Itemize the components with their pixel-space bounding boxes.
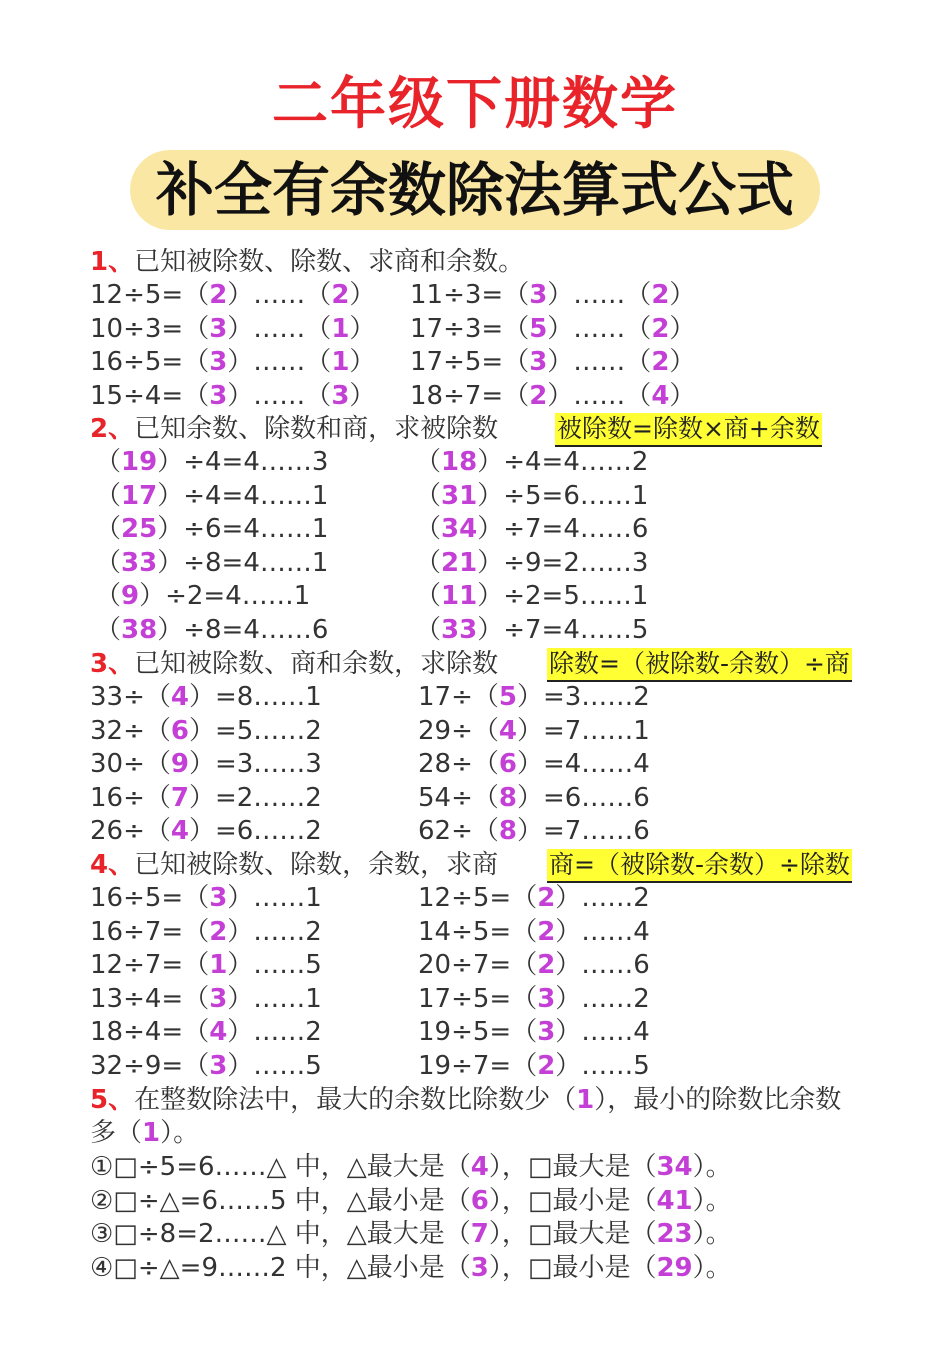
problem-text: ①□÷5=6……△ 中，△最大是（ — [90, 1152, 471, 1182]
problem-row — [410, 379, 695, 413]
problem-row — [415, 445, 648, 479]
problem-text: 62÷（ — [418, 816, 499, 847]
problem-text: （ — [415, 480, 442, 511]
section-title: 已知被除数、除数、求商和余数。 — [134, 247, 525, 277]
problem-text: 20÷7=（ — [418, 950, 538, 981]
section-text — [90, 1116, 199, 1150]
problem-text: ）=5……2 — [188, 715, 322, 746]
problem-row — [90, 278, 375, 312]
problem-row — [90, 312, 375, 346]
answer-value: 3 — [537, 983, 556, 1014]
subtitle-banner — [0, 150, 950, 230]
problem-text: （ — [415, 581, 442, 612]
answer-value: 4 — [170, 816, 189, 847]
answer-value: 3 — [331, 380, 350, 411]
problem-text: 33÷（ — [90, 682, 171, 712]
problem-text: （ — [415, 514, 442, 545]
problem-text: 在整数除法中，最大的余数比除数少（ — [134, 1085, 577, 1115]
problem-text: ③□÷8=2……△ 中，△最大是（ — [90, 1219, 471, 1250]
answer-value: 7 — [170, 782, 189, 813]
answer-value: 33 — [121, 547, 158, 578]
problem-row — [415, 613, 648, 647]
answer-value: 2 — [209, 280, 228, 310]
answer-value: 2 — [537, 916, 556, 947]
problem-text: 28÷（ — [418, 749, 499, 780]
problem-row — [90, 881, 322, 915]
problem-row — [90, 781, 322, 815]
problem-text: 16÷7=（ — [90, 916, 210, 947]
answer-value: 7 — [470, 1219, 489, 1250]
problem-row — [418, 982, 650, 1016]
problem-row — [415, 579, 648, 613]
answer-value: 1 — [142, 1118, 161, 1148]
problem-text: 14÷5=（ — [418, 916, 538, 947]
problem-text: 12÷5=（ — [418, 883, 538, 913]
answer-value: 3 — [209, 1051, 228, 1081]
answer-value: 2 — [537, 1051, 556, 1081]
problem-text: ）……（ — [227, 347, 332, 378]
problem-text: ）÷8=4……6 — [157, 615, 329, 645]
answer-value: 1 — [576, 1085, 595, 1115]
problem-text: ）……5 — [227, 1051, 322, 1081]
answer-value: 18 — [441, 447, 478, 477]
problem-text: 10÷3=（ — [90, 313, 210, 344]
problem-text: ） — [349, 380, 376, 411]
problem-text: ②□÷△=6……5 中，△最小是（ — [90, 1185, 471, 1216]
problem-text: ）=7……6 — [516, 816, 650, 847]
problem-text: ）÷6=4……1 — [157, 514, 329, 545]
problem-text: 17÷5=（ — [410, 347, 530, 378]
answer-value: 34 — [441, 514, 478, 545]
problem-text: （ — [95, 581, 122, 612]
answer-value: 5 — [498, 682, 517, 712]
problem-text: ）=6……2 — [188, 816, 322, 847]
problem-row — [415, 546, 648, 580]
answer-value: 1 — [331, 347, 350, 378]
problem-text: ）……（ — [547, 280, 652, 310]
problem-text: （ — [95, 615, 122, 645]
problem-text: 32÷9=（ — [90, 1051, 210, 1081]
problem-text: ）……（ — [227, 380, 332, 411]
problem-text: ）。 — [692, 1252, 732, 1283]
answer-value: 1 — [331, 313, 350, 344]
problem-row — [95, 512, 328, 546]
problem-row — [90, 747, 322, 781]
answer-value: 2 — [209, 916, 228, 947]
section-heading — [90, 1083, 841, 1117]
problem-text: ）=8……1 — [188, 682, 322, 712]
problem-text: 16÷5=（ — [90, 347, 210, 378]
problem-row — [90, 1217, 732, 1251]
answer-value: 4 — [498, 715, 517, 746]
page-title: 二年级下册数学 — [272, 72, 678, 137]
problem-text: 16÷（ — [90, 782, 171, 813]
problem-text: ）÷4=4……2 — [477, 447, 649, 477]
answer-value: 23 — [656, 1219, 693, 1250]
formula-highlight: 被除数=除数×商+余数 — [555, 413, 822, 447]
problem-row — [418, 781, 650, 815]
problem-text: 26÷（ — [90, 816, 171, 847]
problem-text: ）÷8=4……1 — [157, 547, 329, 578]
problem-text: ）……2 — [227, 916, 322, 947]
problem-text: ）÷4=4……3 — [157, 447, 329, 477]
problem-row — [415, 512, 648, 546]
problem-row — [90, 1049, 322, 1083]
answer-value: 2 — [651, 347, 670, 378]
problem-text: 17÷3=（ — [410, 313, 530, 344]
answer-value: 34 — [656, 1152, 693, 1182]
problem-text: 18÷7=（ — [410, 380, 530, 411]
answer-value: 25 — [121, 514, 158, 545]
problem-row — [90, 1150, 732, 1184]
answer-value: 4 — [209, 1017, 228, 1048]
problem-row — [410, 345, 695, 379]
problem-text: ），□最大是（ — [488, 1219, 657, 1250]
problem-row — [418, 680, 650, 714]
problem-text: ）……4 — [555, 916, 650, 947]
problem-text: 16÷5=（ — [90, 883, 210, 913]
answer-value: 1 — [209, 950, 228, 981]
answer-value: 11 — [441, 581, 478, 612]
problem-row — [90, 1184, 732, 1218]
problem-text: ）……6 — [555, 950, 650, 981]
problem-row — [90, 1251, 732, 1285]
problem-text: ）。 — [692, 1185, 732, 1216]
problem-row — [90, 814, 322, 848]
problem-text: ）……2 — [555, 883, 650, 913]
answer-value: 19 — [121, 447, 158, 477]
problem-row — [418, 1015, 650, 1049]
answer-value: 21 — [441, 547, 478, 578]
problem-text: ），最小的除数比余数 — [594, 1085, 842, 1115]
problem-text: ）=3……2 — [516, 682, 650, 712]
problem-row — [410, 312, 695, 346]
answer-value: 3 — [529, 347, 548, 378]
problem-text: ），□最小是（ — [488, 1252, 657, 1283]
problem-text: ）÷4=4……1 — [157, 480, 329, 511]
problem-text: 32÷（ — [90, 715, 171, 746]
answer-value: 3 — [209, 983, 228, 1014]
problem-text: 29÷（ — [418, 715, 499, 746]
answer-value: 31 — [441, 480, 478, 511]
section-heading — [90, 647, 498, 681]
answer-value: 29 — [656, 1252, 693, 1283]
formula-highlight: 除数=（被除数-余数）÷商 — [547, 648, 852, 682]
problem-row — [418, 948, 650, 982]
problem-text: 12÷5=（ — [90, 280, 210, 310]
problem-text: ）……（ — [547, 347, 652, 378]
section-number: 1、 — [90, 247, 135, 277]
problem-text: ）。 — [160, 1118, 200, 1148]
problem-text: （ — [95, 447, 122, 477]
problem-text: （ — [95, 547, 122, 578]
answer-value: 41 — [656, 1185, 693, 1216]
problem-text: ） — [669, 280, 696, 310]
problem-text: 19÷5=（ — [418, 1017, 538, 1048]
problem-row — [90, 915, 322, 949]
problem-row — [418, 814, 650, 848]
answer-value: 2 — [651, 313, 670, 344]
problem-text: 17÷5=（ — [418, 983, 538, 1014]
problem-text: ）……（ — [227, 313, 332, 344]
problem-row — [90, 1015, 322, 1049]
problem-text: （ — [415, 547, 442, 578]
problem-text: ）=6……6 — [516, 782, 650, 813]
problem-text: ）……1 — [227, 983, 322, 1014]
problem-text: ） — [669, 313, 696, 344]
problem-text: 17÷（ — [418, 682, 499, 712]
problem-text: ）=7……1 — [516, 715, 650, 746]
problem-text: ）。 — [692, 1152, 732, 1182]
answer-value: 6 — [170, 715, 189, 746]
answer-value: 33 — [441, 615, 478, 645]
answer-value: 2 — [529, 380, 548, 411]
problem-text: （ — [95, 514, 122, 545]
answer-value: 3 — [529, 280, 548, 310]
problem-text: （ — [415, 447, 442, 477]
problem-row — [90, 982, 322, 1016]
answer-value: 6 — [498, 749, 517, 780]
answer-value: 3 — [209, 347, 228, 378]
answer-value: 8 — [498, 782, 517, 813]
answer-value: 4 — [170, 682, 189, 712]
answer-value: 3 — [209, 883, 228, 913]
problem-text: 多（ — [90, 1118, 143, 1148]
problem-row — [95, 613, 328, 647]
answer-value: 8 — [498, 816, 517, 847]
problem-text: ）÷9=2……3 — [477, 547, 649, 578]
problem-row — [418, 1049, 650, 1083]
problem-row — [90, 680, 322, 714]
problem-text: 30÷（ — [90, 749, 171, 780]
problem-text: ）……1 — [227, 883, 322, 913]
problem-text: （ — [95, 480, 122, 511]
problem-text: ） — [669, 380, 696, 411]
problem-text: ） — [349, 313, 376, 344]
page-subtitle: 补全有余数除法算式公式 — [130, 150, 820, 230]
section-number: 5、 — [90, 1085, 135, 1115]
answer-value: 4 — [651, 380, 670, 411]
problem-text: ） — [669, 347, 696, 378]
answer-value: 17 — [121, 480, 158, 511]
problem-text: ） — [349, 347, 376, 378]
answer-value: 6 — [470, 1185, 489, 1216]
section-number: 3、 — [90, 649, 135, 679]
answer-value: 9 — [170, 749, 189, 780]
problem-row — [90, 714, 322, 748]
section-heading — [90, 412, 498, 446]
problem-text: ）……（ — [227, 280, 332, 310]
answer-value: 38 — [121, 615, 158, 645]
problem-row — [415, 479, 648, 513]
formula-highlight: 商=（被除数-余数）÷除数 — [547, 849, 852, 883]
problem-text: ④□÷△=9……2 中，△最小是（ — [90, 1252, 471, 1283]
problem-text: ） — [349, 280, 376, 310]
problem-row — [90, 948, 322, 982]
problem-row — [95, 445, 328, 479]
problem-text: ）=3……3 — [188, 749, 322, 780]
problem-row — [95, 579, 310, 613]
answer-value: 3 — [537, 1017, 556, 1048]
problem-text: ）……（ — [547, 313, 652, 344]
section-number: 2、 — [90, 414, 135, 444]
answer-value: 3 — [209, 380, 228, 411]
problem-text: ）=4……4 — [516, 749, 650, 780]
answer-value: 2 — [651, 280, 670, 310]
section-heading — [90, 245, 524, 279]
answer-value: 2 — [537, 883, 556, 913]
answer-value: 3 — [470, 1252, 489, 1283]
problem-text: ），□最小是（ — [488, 1185, 657, 1216]
problem-text: ）……5 — [555, 1051, 650, 1081]
problem-text: ）=2……2 — [188, 782, 322, 813]
problem-text: ），□最大是（ — [488, 1152, 657, 1182]
problem-text: 54÷（ — [418, 782, 499, 813]
answer-value: 3 — [209, 313, 228, 344]
answer-value: 2 — [537, 950, 556, 981]
problem-row — [90, 379, 375, 413]
problem-text: ）……2 — [227, 1017, 322, 1048]
problem-row — [418, 881, 650, 915]
problem-text: ）……2 — [555, 983, 650, 1014]
section-heading — [90, 848, 498, 882]
section-title: 已知被除数、除数，余数，求商 — [134, 850, 499, 880]
problem-row — [95, 546, 328, 580]
answer-value: 5 — [529, 313, 548, 344]
problem-text: 19÷7=（ — [418, 1051, 538, 1081]
problem-text: ）。 — [692, 1219, 732, 1250]
problem-text: ）……5 — [227, 950, 322, 981]
problem-text: 11÷3=（ — [410, 280, 530, 310]
section-title: 已知余数、除数和商，求被除数 — [134, 414, 499, 444]
problem-row — [418, 714, 650, 748]
problem-text: 15÷4=（ — [90, 380, 210, 411]
problem-text: ）÷7=4……5 — [477, 615, 649, 645]
problem-row — [418, 747, 650, 781]
problem-text: ）÷2=4……1 — [139, 581, 311, 612]
problem-text: ）÷7=4……6 — [477, 514, 649, 545]
answer-value: 9 — [121, 581, 140, 612]
problem-text: ）÷2=5……1 — [477, 581, 649, 612]
problem-row — [418, 915, 650, 949]
problem-text: 18÷4=（ — [90, 1017, 210, 1048]
answer-value: 4 — [470, 1152, 489, 1182]
answer-value: 2 — [331, 280, 350, 310]
section-title: 已知被除数、商和余数，求除数 — [134, 649, 499, 679]
problem-text: ）……（ — [547, 380, 652, 411]
problem-text: ）÷5=6……1 — [477, 480, 649, 511]
problem-row — [90, 345, 375, 379]
problem-text: 12÷7=（ — [90, 950, 210, 981]
problem-row — [410, 278, 695, 312]
problem-text: （ — [415, 615, 442, 645]
section-number: 4、 — [90, 850, 135, 880]
problem-text: 13÷4=（ — [90, 983, 210, 1014]
problem-row — [95, 479, 328, 513]
problem-text: ）……4 — [555, 1017, 650, 1048]
